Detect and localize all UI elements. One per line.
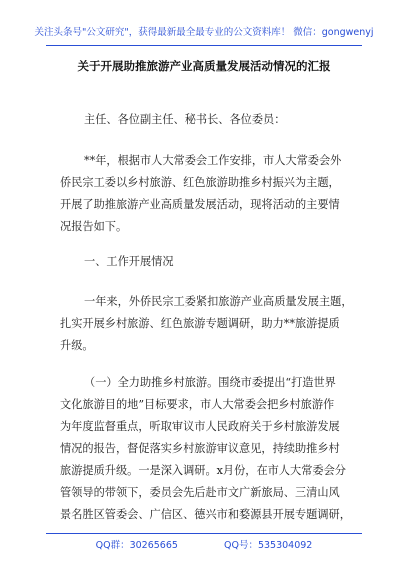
paragraph-line: 侨民宗工委以乡村旅游、红色旅游助推乡村振兴为主题， [60, 176, 340, 189]
section-heading-1 [84, 251, 376, 273]
paragraph-line: 管领导的带领下，委员会先后赴市文广新旅局、三清山风 [60, 486, 340, 499]
salutation-line: 主任、各位副主任、秘书长、各位委员： [84, 113, 286, 126]
salutation [84, 109, 376, 131]
paragraph-3 [60, 372, 352, 526]
paragraph-line: 升级。 [60, 339, 94, 352]
paragraph-1 [60, 150, 352, 238]
paragraph-line: 况报告如下。 [60, 220, 128, 233]
paragraph-line: 情况的报告，督促落实乡村旅游审议意见，持续助推乡村 [60, 442, 340, 455]
paragraph-line: （一）全力助推乡村旅游。围绕市委提出“打造世界 [84, 376, 336, 389]
document-title: 关于开展助推旅游产业高质量发展活动情况的汇报 [77, 59, 331, 73]
section-heading-line: 一、工作开展情况 [84, 255, 174, 268]
paragraph-line: 开展了助推旅游产业高质量发展活动，现将活动的主要情 [60, 198, 340, 211]
footer-qq-group: QQ群：30265665 [95, 540, 178, 551]
footer-divider [46, 533, 362, 534]
footer [0, 537, 408, 551]
paragraph-line: 一年来，外侨民宗工委紧扣旅游产业高质量发展主题， [84, 295, 353, 308]
paragraph-2 [60, 291, 352, 357]
paragraph-line: 景名胜区管委会、广信区、德兴市和婺源县开展专题调研， [60, 508, 351, 521]
paragraph-line: 文化旅游目的地”目标要求，市人大常委会把乡村旅游作 [60, 398, 335, 411]
header-banner: 关注头条号"公文研究"，获得最新最全最专业的公文资料库！ 微信：gongwenyj [34, 27, 374, 38]
paragraph-line: 扎实开展乡村旅游、红色旅游专题调研，助力**旅游提质 [60, 317, 340, 330]
paragraph-line: 为年度监督重点，听取审议市人民政府关于乡村旅游发展 [60, 420, 340, 433]
paragraph-line: 旅游提质升级。一是深入调研。x月份，在市人大常委会分 [60, 464, 346, 477]
paragraph-line: **年，根据市人大常委会工作安排，市人大常委会外 [84, 154, 342, 167]
footer-qq: QQ号：535304092 [224, 540, 313, 551]
header-divider [46, 45, 362, 46]
